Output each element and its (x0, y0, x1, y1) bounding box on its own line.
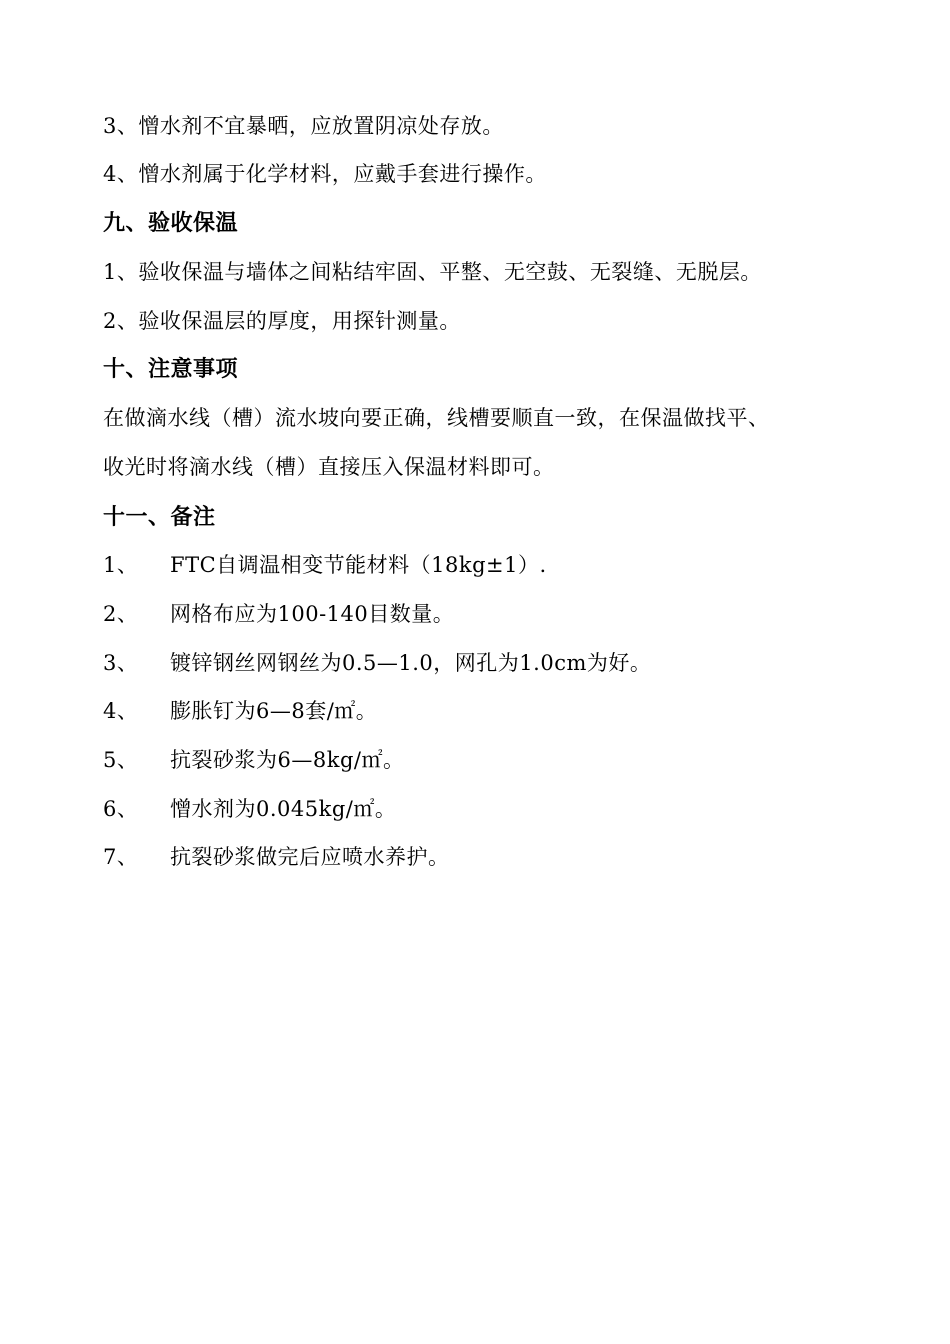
item-text: 3、憎水剂不宜暴晒，应放置阴凉处存放。 (103, 114, 504, 138)
item-text: 4、憎水剂属于化学材料，应戴手套进行操作。 (103, 162, 547, 186)
item-text: FTC自调温相变节能材料（18kg±1）. (170, 553, 547, 577)
list-item (103, 649, 651, 677)
item-number: 7、 (103, 845, 139, 869)
item-number: 1、 (103, 553, 139, 577)
item-text: 憎水剂为0.045kg/㎡。 (170, 797, 397, 821)
list-item (103, 551, 547, 579)
list-item (103, 697, 377, 725)
item-text: 网格布应为100-140目数量。 (170, 602, 455, 626)
item-number: 5、 (103, 748, 139, 772)
item-number: 4、 (103, 699, 139, 723)
paragraph-line: 收光时将滴水线（槽）直接压入保温材料即可。 (103, 455, 555, 479)
section-heading: 十一、备注 (103, 504, 216, 530)
item-text: 1、验收保温与墙体之间粘结牢固、平整、无空鼓、无裂缝、无脱层。 (103, 260, 762, 284)
section-heading: 十、注意事项 (103, 356, 239, 382)
list-item (103, 795, 396, 823)
list-item (103, 843, 450, 871)
item-text: 镀锌钢丝网钢丝为0.5—1.0，网孔为1.0cm为好。 (170, 651, 652, 675)
list-item (103, 600, 454, 628)
item-number: 3、 (103, 651, 139, 675)
section-heading: 九、验收保温 (103, 210, 239, 236)
list-item (103, 746, 404, 774)
item-number: 6、 (103, 797, 139, 821)
item-text: 2、验收保温层的厚度，用探针测量。 (103, 309, 461, 333)
item-number: 2、 (103, 602, 139, 626)
item-text: 膨胀钉为6—8套/㎡。 (170, 699, 378, 723)
item-text: 抗裂砂浆做完后应喷水养护。 (170, 845, 450, 869)
paragraph-line: 在做滴水线（槽）流水坡向要正确，线槽要顺直一致，在保温做找平、 (103, 406, 770, 430)
item-text: 抗裂砂浆为6—8kg/㎡。 (170, 748, 405, 772)
